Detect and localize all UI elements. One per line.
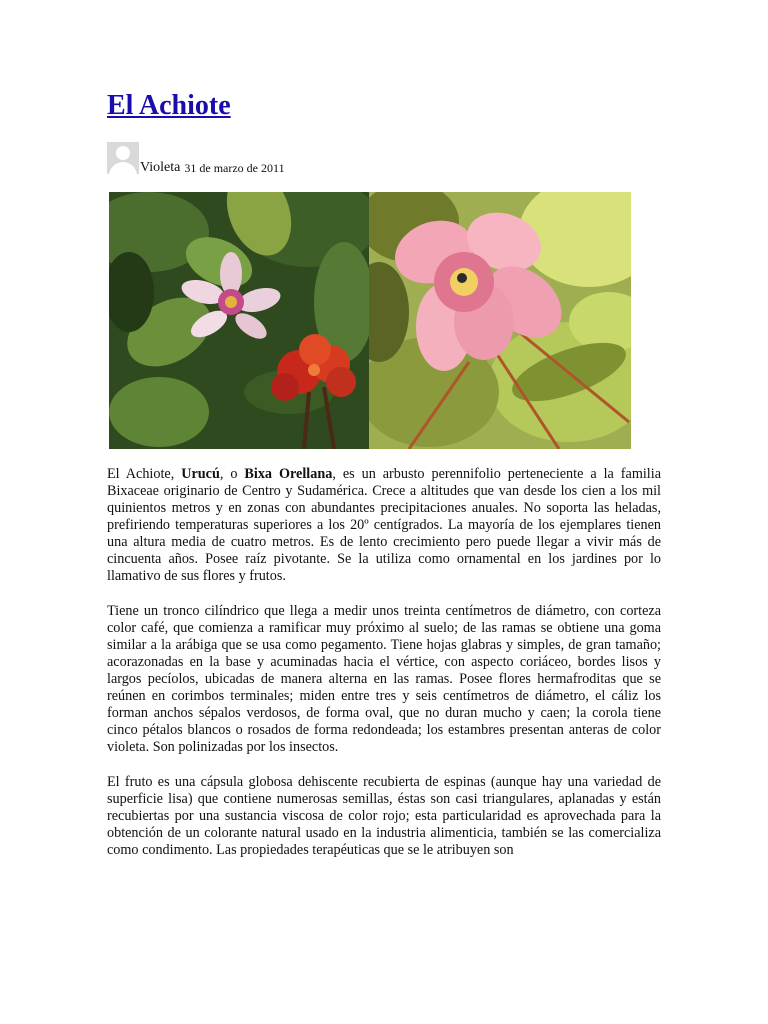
- post-date: 31 de marzo de 2011: [184, 161, 285, 175]
- post-meta: [107, 141, 285, 174]
- article-body: [107, 466, 661, 877]
- author-name: Violeta: [140, 160, 181, 175]
- paragraph-1: El Achiote, Urucú, o Bixa Orellana, es un arbusto perennifolio perteneciente a la familia Bixaceae originario de Centro y Sudamérica. Crece a altitudes que van desde los cien a los mil quinientos metros y en zonas con abundantes precipitaciones anuales. No soporta las heladas, prefiriendo temperaturas superiores a los 20º centígrados. La mayoría de los ejemplares tienen una altura media de cuatro metros. Es de lento crecimiento pero puede llegar a vivir más de cincuenta años. Posee raíz pivotante. Se la utiliza como ornamental en los jardines por lo llamativo de sus flores y frutos.: [107, 466, 661, 584]
- paragraph-2: Tiene un tronco cilíndrico que llega a medir unos treinta centímetros de diámetro, con corteza color café, que comienza a ramificar muy próximo al suelo; de las ramas se obtiene una goma similar a la arábiga que se usa como pegamento. Tiene hojas glabras y simples, de gran tamaño; acorazonadas en la base y acuminadas hacia el vértice, con aspecto coriáceo, bordes lisos y largos pecíolos, ubicadas de manera alterna en las ramas. Posee flores hermafroditas que se reúnen en corimbos terminales; miden entre tres y seis centímetros de diámetro, el cáliz los forman anchos sépalos verdosos, de forma oval, que no duran mucho y caen; la corola tiene cinco pétalos blancos o rosados de forma redondeada; los estambres presentan anteras de color violeta. Son polinizadas por los insectos.: [107, 603, 661, 755]
- pink-achiote-flower-photo: [369, 192, 631, 449]
- paragraph-3: El fruto es una cápsula globosa dehiscente recubierta de espinas (aunque hay una variedad de superficie lisa) que contiene numerosas semillas, éstas son casi triangulares, aplanadas y están recubiertas por una sustancia viscosa de color rojo; esta particularidad es aprovechada para la obtención de un colorante natural usado en la industria alimenticia, también se las comercializa como condimento. Las propiedades terapéuticas que se le atribuyen son: [107, 774, 661, 858]
- common-name-urucu: Urucú: [181, 466, 220, 482]
- default-user-avatar-icon: [107, 142, 139, 174]
- achiote-flower-fruit-photo: [109, 192, 371, 449]
- scientific-name-bixa-orellana: Bixa Orellana: [244, 466, 333, 482]
- post-title-link[interactable]: El Achiote: [107, 90, 231, 121]
